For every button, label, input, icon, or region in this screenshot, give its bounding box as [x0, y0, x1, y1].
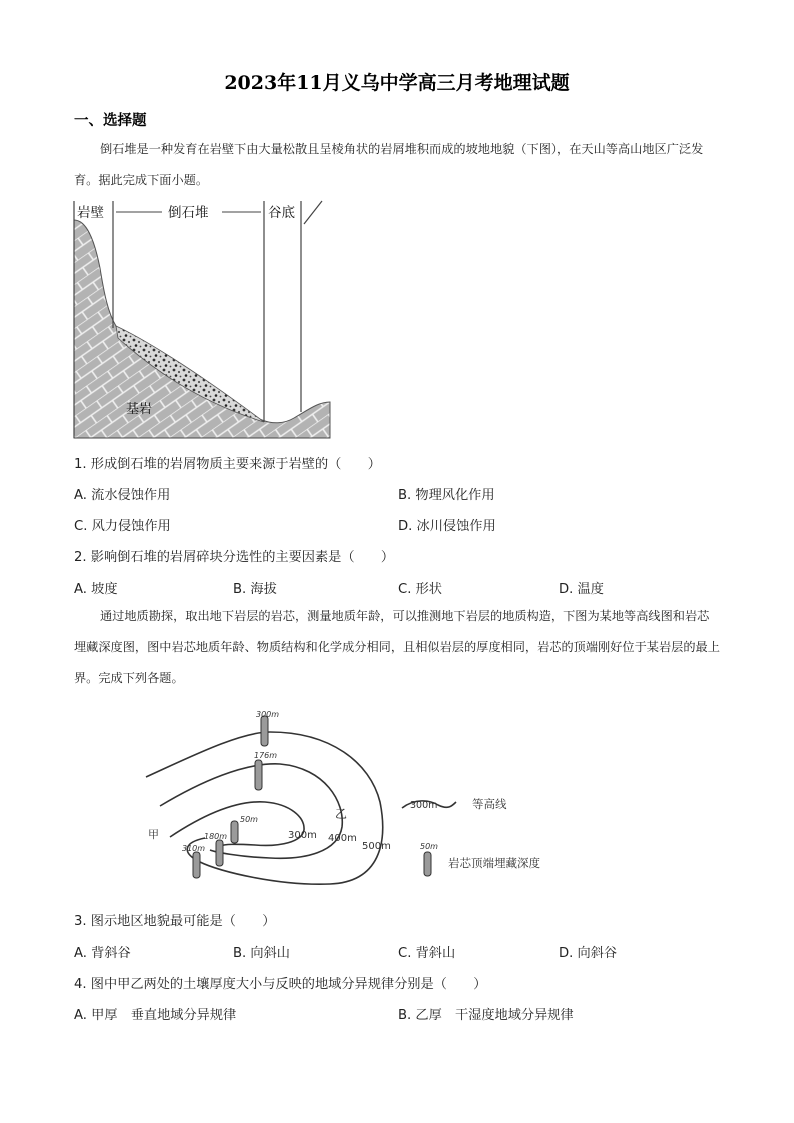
- page-title: 2023年11月义乌中学高三月考地理试题: [224, 72, 570, 94]
- legend-core-text: 岩芯顶端埋藏深度: [448, 856, 540, 870]
- question-2-stem: 2. 影响倒石堆的岩屑碎块分选性的主要因素是（ ）: [74, 550, 395, 565]
- legend-core-value: 50m: [420, 842, 438, 851]
- contour-label-300: 300m: [288, 830, 317, 841]
- q1-option-a[interactable]: A. 流水侵蚀作用: [74, 488, 171, 503]
- label-scree: 倒石堆: [168, 205, 209, 221]
- core-label-310: 310m: [182, 844, 206, 853]
- q1-option-b[interactable]: B. 物理风化作用: [398, 488, 495, 503]
- scree-diagram: [72, 198, 332, 440]
- contour-label-500: 500m: [362, 841, 391, 852]
- q3-option-c[interactable]: C. 背斜山: [398, 946, 456, 961]
- question-4-stem: 4. 图中甲乙两处的土壤厚度大小与反映的地域分异规律分别是（ ）: [74, 977, 487, 992]
- place-yi: 乙: [335, 807, 348, 821]
- core-label-300: 300m: [256, 710, 280, 719]
- q1-option-d[interactable]: D. 冰川侵蚀作用: [398, 519, 496, 534]
- label-valley-floor: 谷底: [268, 205, 295, 221]
- core-310: [182, 844, 205, 878]
- q3-option-a[interactable]: A. 背斜谷: [74, 946, 131, 961]
- passage-1: 倒石堆是一种发育在岩壁下由大量松散且呈棱角状的岩屑堆积而成的坡地地貌（下图），在天山等高山地区广泛发育。据此完成下面小题。: [74, 142, 704, 187]
- passage-2: 通过地质勘探，取出地下岩层的岩芯，测量地质年龄，可以推测地下岩层的地质构造，下图为某地等高线图和岩芯埋藏深度图，图中岩芯地质年龄、物质结构和化学成分相同，且相似岩层的厚度相同，岩芯的顶端刚好位于某岩层的最上界。完成下列各题。: [74, 609, 720, 685]
- legend-contour-text: 等高线: [472, 797, 507, 811]
- q4-option-b[interactable]: B. 乙厚 干湿度地域分异规律: [398, 1008, 574, 1023]
- question-3-stem: 3. 图示地区地貌最可能是（ ）: [74, 914, 276, 929]
- q3-option-d[interactable]: D. 向斜谷: [559, 946, 618, 961]
- q4-option-a[interactable]: A. 甲厚 垂直地域分异规律: [74, 1008, 237, 1023]
- core-300: [256, 710, 279, 746]
- q2-option-b[interactable]: B. 海拔: [233, 582, 277, 597]
- q2-option-a[interactable]: A. 坡度: [74, 582, 118, 597]
- q2-option-c[interactable]: C. 形状: [398, 582, 442, 597]
- q3-option-b[interactable]: B. 向斜山: [233, 946, 290, 961]
- core-label-176: 176m: [254, 751, 278, 760]
- label-bedrock: 基岩: [126, 402, 153, 417]
- q2-option-d[interactable]: D. 温度: [559, 582, 604, 597]
- contour-label-400: 400m: [328, 833, 357, 844]
- core-180: [204, 832, 227, 866]
- legend-core-icon: [424, 852, 431, 876]
- q1-option-c[interactable]: C. 风力侵蚀作用: [74, 519, 171, 534]
- question-1-stem: 1. 形成倒石堆的岩屑物质主要来源于岩壁的（ ）: [74, 457, 381, 472]
- label-rock-wall: 岩壁: [77, 205, 104, 221]
- core-label-180: 180m: [204, 832, 228, 841]
- section-heading: 一、选择题: [74, 113, 147, 129]
- core-label-50: 50m: [240, 815, 258, 824]
- legend-contour-value: 300m: [410, 800, 438, 811]
- place-jia: 甲: [148, 828, 159, 841]
- contour-core-map: [130, 702, 570, 898]
- core-176: [254, 751, 277, 790]
- core-50: [231, 815, 258, 843]
